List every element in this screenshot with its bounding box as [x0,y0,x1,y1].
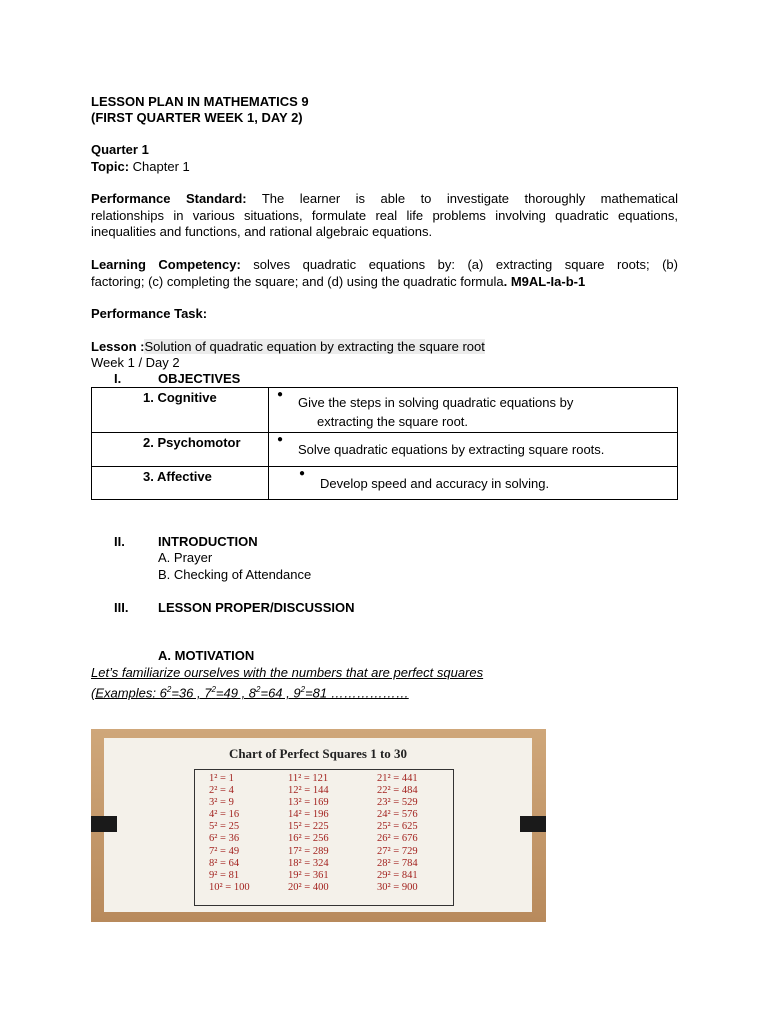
chart-entry: 14² = 196 [288,809,329,821]
objectives-table [91,387,678,500]
introduction-heading: INTRODUCTION [158,534,258,549]
objectives-row [92,388,678,433]
document-subtitle: (FIRST QUARTER WEEK 1, DAY 2) [91,110,303,125]
objective-text-line: Give the steps in solving quadratic equations by [298,395,574,410]
lesson-proper-numeral: III. [114,600,129,615]
chart-entry: 1² = 1 [209,773,234,784]
learning-competency-line: solves quadratic equations by: (a) extracting square roots; (b) [240,257,678,272]
chart-entry: 27² = 729 [377,845,418,857]
chart-entry: 23² = 529 [377,797,418,809]
chart-entry: 20² = 400 [288,881,329,893]
chart-entry: 10² = 100 [209,881,250,893]
chart-entry: 11² = 121 [288,773,329,784]
chart-entry: 5² = 25 [209,821,240,833]
learning-competency-label: Learning Competency: [91,257,241,272]
perfect-squares-chart [91,729,546,922]
example-exponent: 2 [166,685,172,694]
performance-standard-label: Performance Standard: [91,191,247,206]
lesson-label: Lesson : [91,339,145,354]
objective-label: 2. Psychomotor [143,435,241,450]
chart-entry: 7² = 49 [209,845,240,857]
learning-competency-line: factoring; (c) completing the square; and (d) using the quadratic formula [91,273,504,289]
objectives-row [92,433,678,467]
chart-entry: 24² = 576 [377,809,418,821]
chart-entry: 26² = 676 [377,833,418,845]
chart-entry: 18² = 324 [288,857,329,869]
chart-entry: 17² = 289 [288,845,329,857]
chart-entry: 25² = 625 [377,821,418,833]
objective-text: ● Develop speed and accuracy in solving. [291,467,677,491]
chart-entry: 3² = 9 [209,797,234,809]
chart-entry: 6² = 36 [209,833,240,845]
chart-entry: 15² = 225 [288,821,329,833]
objective-label: 3. Affective [143,469,212,484]
chart-title: Chart of Perfect Squares 1 to 30 [228,746,408,761]
introduction-item: B. Checking of Attendance [158,567,312,582]
example-exponent: 2 [300,685,306,694]
chart-entry: 2² = 4 [209,785,234,797]
chart-column [209,773,250,894]
performance-standard-line: The learner is able to investigate thoroughly mathematical [246,191,678,206]
example-text: =49 , 8 [215,685,257,701]
chart-hanger-left [91,816,117,832]
chart-entry: 16² = 256 [288,833,329,845]
example-exponent: 2 [211,685,216,694]
chart-table [194,769,454,906]
chart-entry: 28² = 784 [377,857,418,869]
example-text: =36 , 7 [171,685,212,701]
objectives-numeral: I. [114,371,122,386]
document-title: LESSON PLAN IN MATHEMATICS 9 [91,94,309,109]
example-exponent: 2 [256,685,261,694]
chart-column [377,773,418,894]
motivation-examples [91,682,409,701]
topic-label: Topic: [91,159,130,174]
chart-paper [104,738,532,912]
performance-standard-line: inequalities and functions, and rational algebraic equations. [91,224,433,239]
objectives-heading: OBJECTIVES [158,371,241,386]
motivation-heading: A. MOTIVATION [158,648,255,663]
topic-value: Chapter 1 [129,159,190,174]
week-day: Week 1 / Day 2 [91,355,180,370]
chart-column [288,773,329,894]
quarter-label: Quarter 1 [91,142,149,157]
chart-entry: 22² = 484 [377,785,418,797]
example-text: (Examples: 6 [91,685,167,701]
objectives-row [92,467,678,500]
objective-text [269,388,677,429]
topic-line [91,159,190,175]
chart-entry: 21² = 441 [377,773,418,784]
competency-code: . M9AL-Ia-b-1 [503,273,586,289]
chart-entry: 13² = 169 [288,797,329,809]
introduction-item: A. Prayer [158,550,213,565]
example-text: =81 ……………… [305,685,409,701]
lesson-line [91,339,485,355]
objective-label: 1. Cognitive [143,390,217,405]
chart-hanger-right [520,816,546,832]
chart-entry: 19² = 361 [288,869,329,881]
chart-entry: 29² = 841 [377,869,418,881]
motivation-text: Let’s familiarize ourselves with the numbers that are perfect squares [91,665,484,680]
chart-entry: 8² = 64 [209,857,240,869]
chart-entry: 30² = 900 [377,881,418,893]
example-text: =64 , 9 [260,685,301,701]
introduction-numeral: II. [114,534,125,549]
lesson-proper-heading: LESSON PROPER/DISCUSSION [158,600,355,615]
performance-task-label: Performance Task: [91,306,208,321]
lesson-title: Solution of quadratic equation by extracting the square root [144,339,485,354]
chart-entry: 9² = 81 [209,869,240,881]
chart-entry: 4² = 16 [209,809,240,821]
performance-standard [91,191,678,241]
objective-text: ● Solve quadratic equations by extracting square roots. [269,433,677,457]
learning-competency [91,257,678,290]
performance-standard-line: relationships in various situations, formulate real life problems involving quadratic equations, [91,207,678,223]
objective-text-line: extracting the square root. [317,414,469,429]
chart-entry: 12² = 144 [288,785,329,797]
